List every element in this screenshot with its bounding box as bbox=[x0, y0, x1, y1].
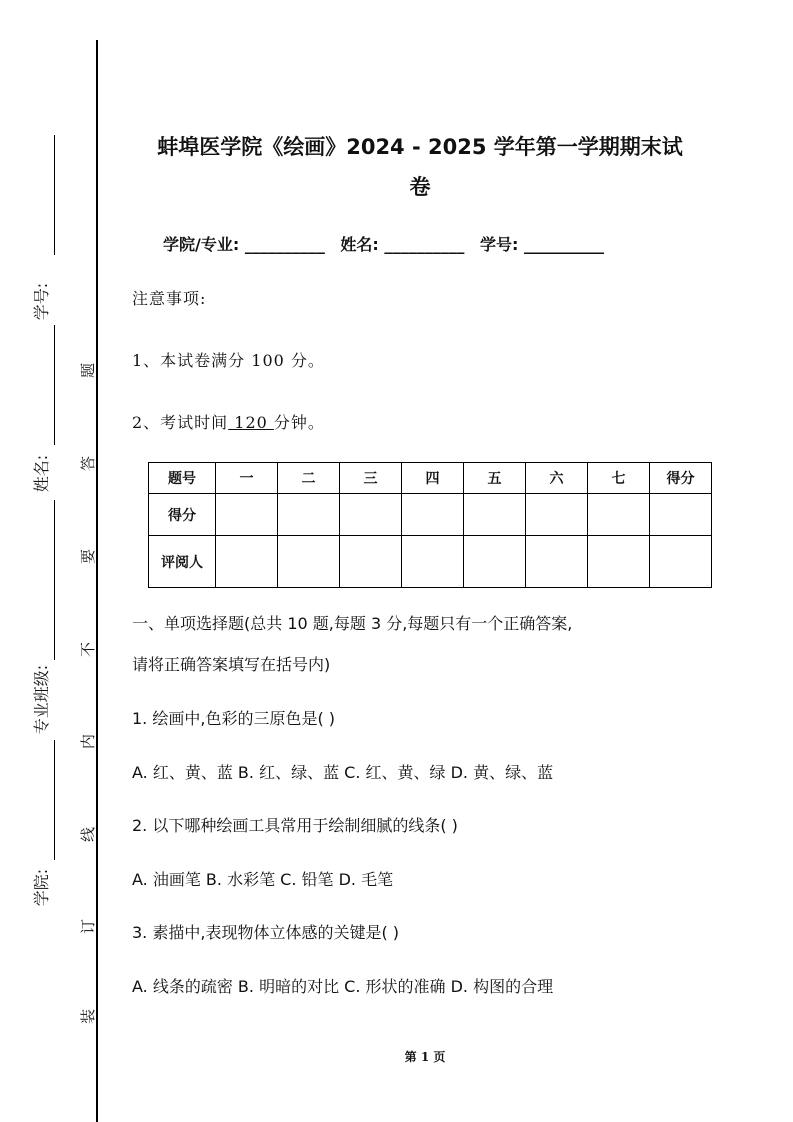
seal-char: 线 bbox=[79, 826, 98, 843]
reviewer-cell[interactable] bbox=[402, 536, 464, 588]
student-id-label: 学号: bbox=[479, 235, 519, 254]
reviewer-cell[interactable] bbox=[340, 536, 402, 588]
name-blank[interactable]: __________ bbox=[384, 235, 465, 254]
name-label: 姓名: bbox=[340, 235, 379, 254]
score-cell[interactable] bbox=[340, 494, 402, 536]
score-cell[interactable] bbox=[278, 494, 340, 536]
college-major-label: 学院/专业: bbox=[163, 235, 240, 254]
section-heading-cont: 请将正确答案填写在括号内) bbox=[132, 655, 331, 674]
question-options: A. 油画笔 B. 水彩笔 C. 铅笔 D. 毛笔 bbox=[132, 870, 394, 889]
college-label: 学院: bbox=[32, 868, 52, 907]
header-cell: 五 bbox=[464, 463, 526, 494]
seal-char: 题 bbox=[79, 362, 98, 379]
page-number: 第 1 页 bbox=[404, 1050, 446, 1064]
name-label: 姓名: bbox=[32, 454, 52, 493]
seal-char: 订 bbox=[79, 918, 98, 935]
college-major-blank[interactable]: __________ bbox=[244, 235, 325, 254]
question-options: A. 线条的疏密 B. 明暗的对比 C. 形状的准确 D. 构图的合理 bbox=[132, 977, 554, 996]
header-cell: 得分 bbox=[650, 463, 712, 494]
header-cell: 七 bbox=[588, 463, 650, 494]
reviewer-cell[interactable] bbox=[464, 536, 526, 588]
reviewer-cell[interactable] bbox=[278, 536, 340, 588]
score-cell[interactable] bbox=[216, 494, 278, 536]
note-item bbox=[132, 410, 325, 433]
field-underline bbox=[54, 740, 55, 860]
header-cell: 一 bbox=[216, 463, 278, 494]
student-id-blank[interactable]: __________ bbox=[523, 235, 604, 254]
seal-char: 内 bbox=[79, 733, 98, 750]
reviewer-cell[interactable] bbox=[650, 536, 712, 588]
header-cell: 四 bbox=[402, 463, 464, 494]
student-info-line bbox=[163, 232, 604, 255]
question-options: A. 红、黄、蓝 B. 红、绿、蓝 C. 红、黄、绿 D. 黄、绿、蓝 bbox=[132, 763, 554, 782]
table-row bbox=[149, 494, 712, 536]
exam-duration: 120 bbox=[228, 413, 274, 432]
reviewer-cell[interactable] bbox=[588, 536, 650, 588]
score-table bbox=[148, 462, 712, 588]
seal-char: 装 bbox=[79, 1008, 98, 1025]
header-cell: 二 bbox=[278, 463, 340, 494]
note-text: 分钟。 bbox=[273, 413, 325, 432]
student-id-label: 学号: bbox=[32, 282, 52, 321]
seal-char: 要 bbox=[79, 548, 98, 565]
score-cell[interactable] bbox=[526, 494, 588, 536]
score-cell[interactable] bbox=[588, 494, 650, 536]
section-heading: 一、单项选择题(总共 10 题,每题 3 分,每题只有一个正确答案, bbox=[132, 614, 573, 633]
question-stem: 2. 以下哪种绘画工具常用于绘制细腻的线条( ) bbox=[132, 816, 458, 835]
table-row bbox=[149, 536, 712, 588]
note-item: 1、本试卷满分 100 分。 bbox=[132, 351, 325, 370]
field-underline bbox=[54, 135, 55, 255]
seal-char: 不 bbox=[79, 641, 98, 658]
header-cell: 六 bbox=[526, 463, 588, 494]
header-cell: 题号 bbox=[149, 463, 216, 494]
seal-char: 答 bbox=[79, 455, 98, 472]
field-underline bbox=[54, 325, 55, 445]
notes-heading: 注意事项: bbox=[132, 289, 207, 308]
note-text: 2、考试时间 bbox=[132, 413, 229, 432]
major-class-label: 专业班级: bbox=[32, 664, 52, 735]
reviewer-cell[interactable] bbox=[216, 536, 278, 588]
table-header-row bbox=[149, 463, 712, 494]
row-label: 评阅人 bbox=[149, 536, 216, 588]
binding-line bbox=[96, 40, 98, 1122]
score-cell[interactable] bbox=[650, 494, 712, 536]
row-label: 得分 bbox=[149, 494, 216, 536]
exam-title: 蚌埠医学院《绘画》2024 - 2025 学年第一学期期末试 bbox=[157, 135, 683, 159]
field-underline bbox=[54, 500, 55, 660]
reviewer-cell[interactable] bbox=[526, 536, 588, 588]
question-stem: 3. 素描中,表现物体立体感的关键是( ) bbox=[132, 923, 400, 942]
question-stem: 1. 绘画中,色彩的三原色是( ) bbox=[132, 709, 336, 728]
exam-title-cont: 卷 bbox=[409, 175, 431, 199]
score-cell[interactable] bbox=[464, 494, 526, 536]
header-cell: 三 bbox=[340, 463, 402, 494]
score-cell[interactable] bbox=[402, 494, 464, 536]
